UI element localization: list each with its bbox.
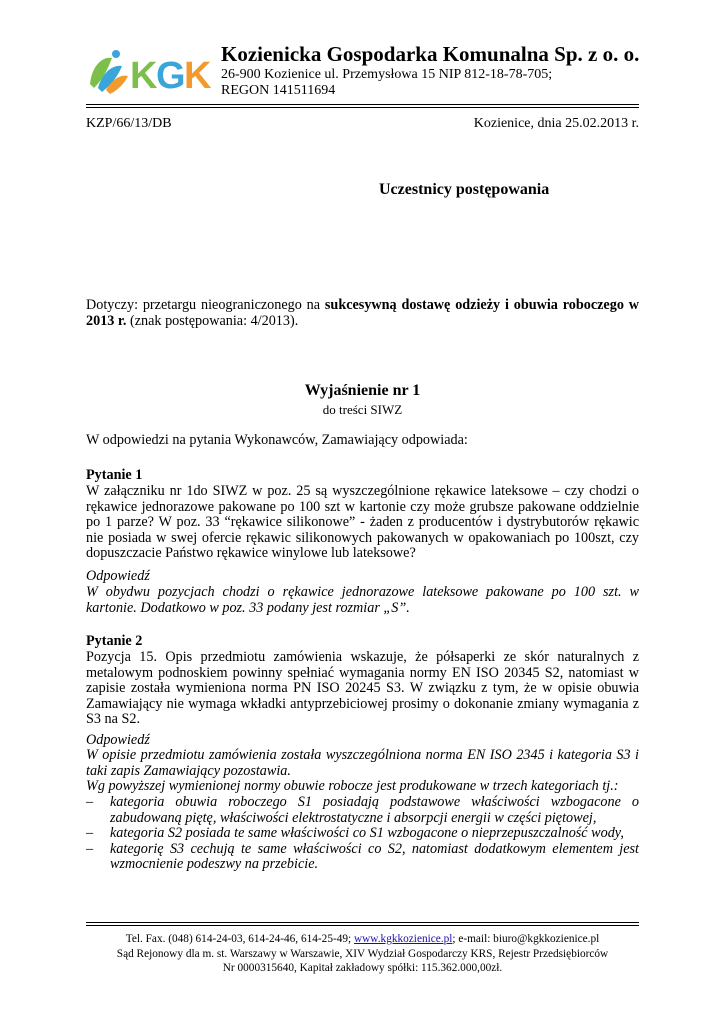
company-regon: REGON 141511694 [221,83,336,98]
list-item-text: kategoria S2 posiada te same właściwości co S1 wzbogacone o nieprzepuszczalność wody, [110,825,624,842]
footer-court-line: Sąd Rejonowy dla m. st. Warszawy w Warszawie, XIV Wydział Gospodarczy KRS, Rejestr Przedsiębiorców [116,947,609,960]
answer-2-label: Odpowiedź [86,732,150,748]
answer-2-text: W opisie przedmiotu zamówienia została wyszczególniona norma EN ISO 2345 i kategoria S3 i taki zapis Zamawiający pozostawia. [86,747,639,779]
company-address [221,67,552,99]
company-logo [86,44,214,98]
question-1-text: W załączniku nr 1do SIWZ w poz. 25 są wyszczególnione rękawice lateksowe – czy chodzi o rękawice jednorazowe pakowane po 100 szt w kartonie czy może grubsze pakowane oddzielnie po 1 parze? W poz. 33 “rękawice silikonowe” - żaden z producentów i dystrybutorów rękawic nie posiada w swej ofercie rękawic silikonowych pakowanych w opakowaniach po 100szt, czy dopuszczacie Państwo rękawice winylowe lub lateksowe? [86,483,639,562]
answer-1-label: Odpowiedź [86,568,150,584]
website-link[interactable]: www.kgkkozienice.pl [353,933,453,945]
recipient-heading: Uczestnicy postępowania [379,181,550,198]
list-item-text: kategorię S3 cechują te same właściwości co S2, natomiast dodatkowym elementem jest wzmocnienie podeszwy na przebicie. [110,840,639,873]
answer-1-text: W obydwu pozycjach chodzi o rękawice jednorazowe lateksowe pakowane po 100 szt. w kartonie. Dodatkowo w poz. 33 podany jest rozmiar „S”. [86,584,639,616]
list-bullet: – [86,825,94,842]
footer-divider-bottom [86,925,639,926]
question-2-text: Pozycja 15. Opis przedmiotu zamówienia wskazuje, że półsaperki ze skór naturalnych z metalowym podnoskiem powinny spełniać wymagania normy EN ISO 20345 S2, natomiast w zapisie została wymieniona norma PN ISO 20245 S3. W związku z tym, że w opisie obuwia Zamawiający nie wymaga wkładki antyprzebiciowej prosimy o dokonanie zmiany wymagania z S3 na S2. [86,649,639,728]
subject-bold: sukcesywną dostawę odzieży i obuwia roboczego w 2013 r. [86,297,639,329]
question-1-heading: Pytanie 1 [86,467,143,483]
company-name: Kozienicka Gospodarka Komunalna Sp. z o. o. [221,42,640,66]
footer-phone: Tel. Fax. (048) 614-24-03, 614-24-46, 614-25-49; [125,933,354,945]
svg-text:K: K [184,55,212,97]
header-divider-bottom [86,107,639,108]
list-item [86,795,639,826]
category-list [86,795,639,873]
list-item [86,826,639,842]
svg-text:G: G [156,55,186,97]
list-item-text: kategoria obuwia roboczego S1 posiadają podstawowe właściwości wzbogacone o zabudowaną piętę, właściwości elektrostatyczne i absorpcji energii w części piętowej, [110,794,639,826]
company-address-line1: 26-900 Kozienice ul. Przemysłowa 15 NIP 812-18-78-705; [221,67,553,82]
answer-2-text-continued: Wg powyższej wymienionej normy obuwie robocze jest produkowane w trzech kategoriach tj.: [86,778,619,794]
footer-divider-top [86,922,639,923]
place-and-date: Kozienice, dnia 25.02.2013 r. [473,116,639,131]
subject-paragraph [86,298,639,329]
document-reference: KZP/66/13/DB [86,116,172,131]
intro-paragraph: W odpowiedzi na pytania Wykonawców, Zamawiający odpowiada: [86,432,468,448]
footer-registry-line: Nr 0000315640, Kapitał zakładowy spółki: 115.362.000,00zł. [222,962,503,974]
footer-email: ; e-mail: biuro@kgkkozienice.pl [452,933,600,945]
header-divider-top [86,104,639,105]
subject-prefix: Dotyczy: przetargu nieograniczonego na [86,297,325,313]
footer-contact-line [86,932,639,947]
footer [86,932,639,976]
list-item [86,842,639,873]
document-subtitle: do treści SIWZ [322,402,403,417]
svg-text:K: K [130,55,158,97]
list-bullet: – [86,840,94,857]
company-logo-graphic [86,44,214,98]
question-2-heading: Pytanie 2 [86,633,143,649]
subject-suffix: (znak postępowania: 4/2013). [126,312,299,329]
document-title: Wyjaśnienie nr 1 [304,382,421,399]
list-bullet: – [86,794,94,810]
